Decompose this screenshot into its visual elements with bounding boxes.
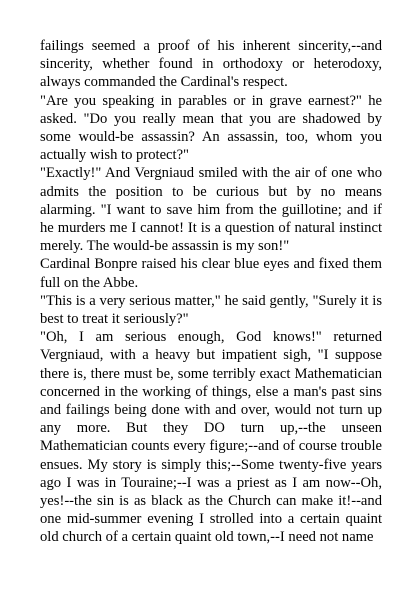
paragraph: "This is a very serious matter," he said gently, "Surely it is best to treat it seriously?": [40, 292, 382, 328]
paragraph: Cardinal Bonpre raised his clear blue eyes and fixed them full on the Abbe.: [40, 256, 382, 291]
paragraph: "Are you speaking in parables or in grave earnest?" he asked. "Do you really mean that you are shadowed by some would-be assassin? An assassin, too, whom you actually wish to protect?": [40, 92, 382, 164]
page-text: [40, 37, 382, 547]
paragraph: "Oh, I am serious enough, God knows!" returned Vergniaud, with a heavy but impatient sigh, "I suppose there is, there must be, some terribly exact Mathematician concerned in the working of things, else a man's past sins and failings being done with and over, would not turn up any more. But they DO turn up,--the unseen Mathematician counts every figure;--and of course trouble ensues. My story is simply this;--Some twenty-five years ago I was in Touraine;--I was a priest as I am now--Oh, yes!--the sin is as black as the Church can make it!--and one mid-summer evening I strolled into a certain quaint old church of a certain quaint old town,--I need not name: [40, 329, 382, 546]
paragraph: "Exactly!" And Vergniaud smiled with the air of one who admits the position to be curious but by no means alarming. "I want to save him from the guillotine; and if he murders me I cannot! It is a question of natural instinct merely. The would-be assassin is my son!": [40, 165, 382, 255]
paragraph: failings seemed a proof of his inherent sincerity,--and sincerity, whether found in orthodoxy or heterodoxy, always commanded the Cardinal's respect.: [40, 38, 382, 91]
